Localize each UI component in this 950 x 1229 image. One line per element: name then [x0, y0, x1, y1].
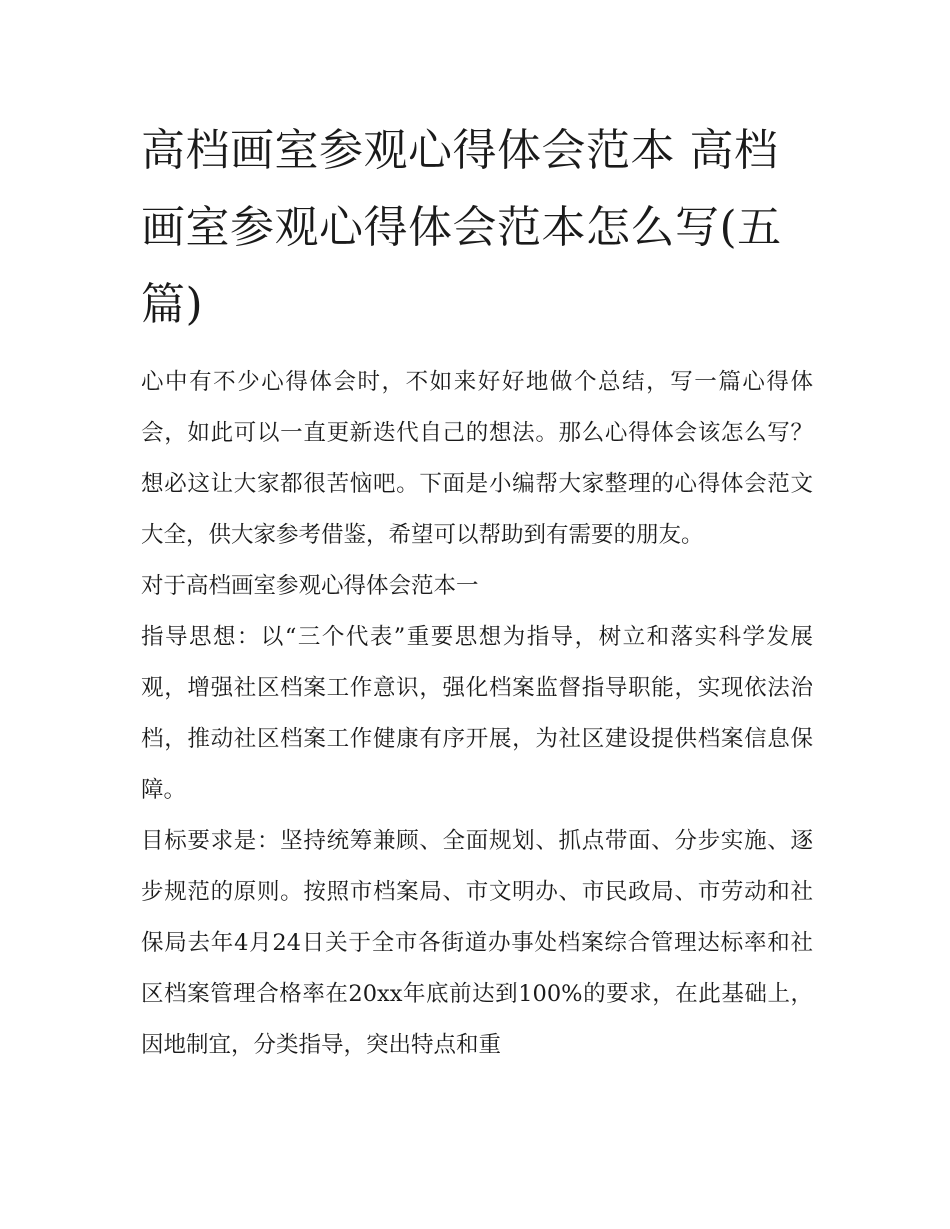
document-page: [141, 112, 813, 1071]
requirements-paragraph: 目标要求是：坚持统筹兼顾、全面规划、抓点带面、分步实施、逐步规范的原则。按照市档案局、市文明办、市民政局、市劳动和社保局去年4月24日关于全市各街道办事处档案综合管理达标率和社区档案管理合格率在20xx年底前达到100%的要求，在此基础上，因地制宜，分类指导，突出特点和重: [141, 828, 813, 1058]
guiding-thought-paragraph: 指导思想：以“三个代表”重要思想为指导，树立和落实科学发展观，增强社区档案工作意识，强化档案监督指导职能，实现依法治档，推动社区档案工作健康有序开展，为社区建设提供档案信息保障。: [141, 624, 813, 803]
section-heading: 对于高档画室参观心得体会范本一: [141, 573, 479, 599]
intro-paragraph: 心中有不少心得体会时，不如来好好地做个总结，写一篇心得体会，如此可以一直更新迭代自己的想法。那么心得体会该怎么写？想必这让大家都很苦恼吧。下面是小编帮大家整理的心得体会范文大全，供大家参考借鉴，希望可以帮助到有需要的朋友。: [141, 369, 813, 548]
document-title: 高档画室参观心得体会范本 高档画室参观心得体会范本怎么写(五篇): [141, 125, 782, 330]
